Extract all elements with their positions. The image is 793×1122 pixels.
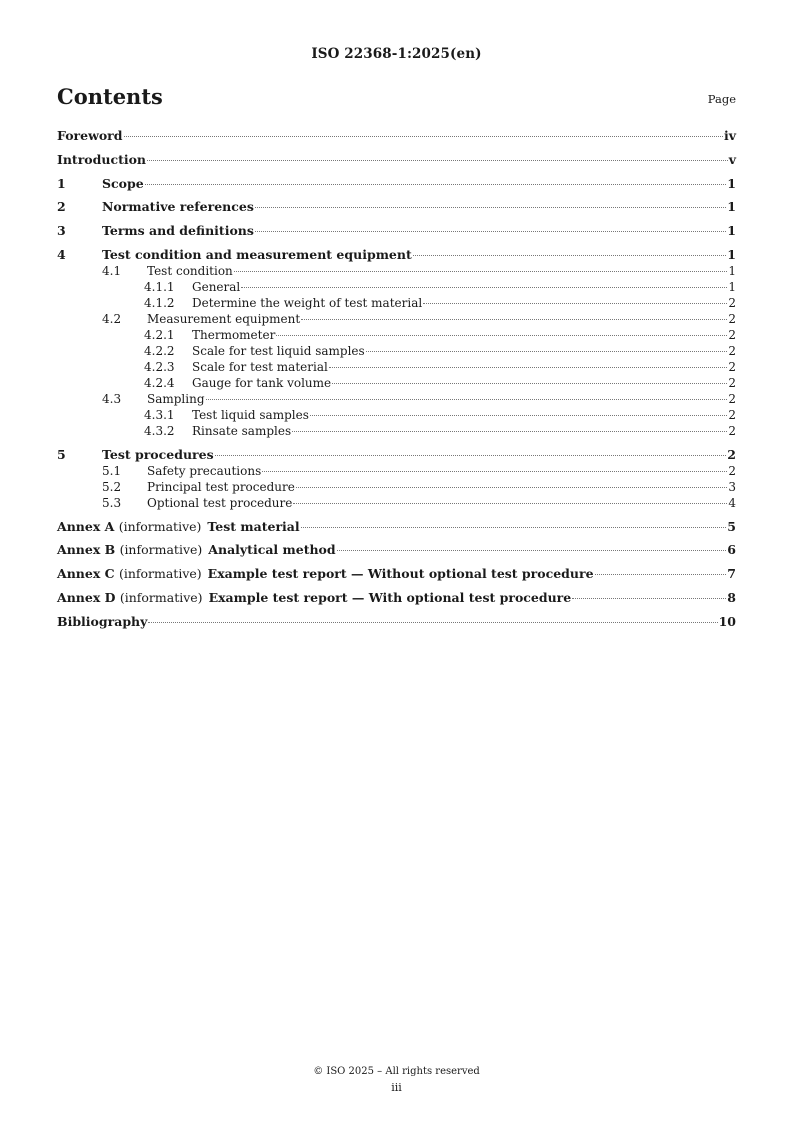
dot-leader bbox=[329, 367, 728, 368]
dot-leader bbox=[572, 598, 726, 599]
toc-entry-number: 5.3 bbox=[102, 495, 122, 510]
toc-entry-title bbox=[57, 519, 300, 535]
toc-entry-page: 8 bbox=[727, 589, 736, 605]
toc-entry-title: Introduction bbox=[57, 151, 147, 167]
toc-entry-number: 4.3 bbox=[102, 391, 122, 406]
toc-entry[interactable] bbox=[57, 128, 736, 144]
toc-entry-page: 7 bbox=[727, 566, 736, 582]
toc-entry-title: Test procedures bbox=[102, 446, 214, 462]
toc-entry-page: 4 bbox=[728, 495, 736, 510]
toc-entry-title: Test liquid samples bbox=[192, 407, 309, 422]
toc-entry-page: 2 bbox=[728, 327, 736, 342]
toc-entry[interactable] bbox=[57, 463, 736, 479]
toc-entry[interactable] bbox=[57, 479, 736, 495]
toc-entry-title: Rinsate samples bbox=[192, 423, 292, 438]
dot-leader bbox=[423, 303, 727, 304]
toc-entry-page: 6 bbox=[727, 542, 736, 558]
toc-entry-title: Safety precautions bbox=[147, 463, 262, 478]
toc-entry[interactable] bbox=[57, 423, 736, 439]
toc-entry-title: Test condition bbox=[147, 263, 233, 278]
toc-entry-number: 5.1 bbox=[102, 463, 122, 478]
dot-leader bbox=[296, 487, 728, 488]
dot-leader bbox=[241, 287, 727, 288]
toc-entry-page: 2 bbox=[728, 407, 736, 422]
toc-entry-title: Scale for test liquid samples bbox=[192, 343, 365, 358]
annex-informative-label: (informative) bbox=[119, 542, 203, 558]
toc-entry[interactable] bbox=[57, 327, 736, 343]
toc-entry-number: 4.1 bbox=[102, 263, 122, 278]
toc-entry-page: 2 bbox=[728, 343, 736, 358]
toc-entry-page: 2 bbox=[728, 375, 736, 390]
toc-entry-title bbox=[57, 566, 594, 582]
annex-title: Example test report — With optional test procedure bbox=[208, 589, 572, 605]
dot-leader bbox=[293, 503, 727, 504]
dot-leader bbox=[337, 550, 727, 551]
annex-informative-label: (informative) bbox=[118, 566, 202, 582]
toc-entry-title: Determine the weight of test material bbox=[192, 295, 423, 310]
toc-entry[interactable] bbox=[57, 495, 736, 511]
toc-entry-title: Foreword bbox=[57, 128, 123, 143]
copyright-notice: © ISO 2025 – All rights reserved bbox=[313, 1066, 480, 1077]
toc-entry-page: 1 bbox=[727, 223, 736, 239]
toc-entry-annex[interactable] bbox=[57, 566, 736, 582]
toc-entry[interactable] bbox=[57, 295, 736, 311]
dot-leader bbox=[292, 431, 727, 432]
page-title: Contents bbox=[57, 84, 163, 109]
toc-entry-page: 2 bbox=[728, 359, 736, 374]
annex-label: Annex C bbox=[57, 566, 115, 582]
toc-entry[interactable] bbox=[57, 176, 736, 192]
toc-entry-page: 2 bbox=[728, 311, 736, 326]
toc-entry[interactable] bbox=[57, 152, 736, 168]
toc-entry-title: Bibliography bbox=[57, 613, 148, 629]
toc-entry-page: 5 bbox=[727, 518, 736, 534]
dot-leader bbox=[310, 415, 728, 416]
toc-entry-title: Test condition and measurement equipment bbox=[102, 246, 412, 262]
dot-leader bbox=[124, 136, 723, 137]
annex-informative-label: (informative) bbox=[119, 589, 203, 605]
toc-entry-page: 3 bbox=[728, 479, 736, 494]
annex-title: Analytical method bbox=[208, 542, 336, 558]
dot-leader bbox=[215, 455, 727, 456]
toc-entry-number: 4.2 bbox=[102, 311, 122, 326]
toc-entry-title: General bbox=[192, 279, 241, 294]
toc-entry[interactable] bbox=[57, 199, 736, 215]
toc-entry[interactable] bbox=[57, 391, 736, 407]
toc-entry-page: 2 bbox=[728, 423, 736, 438]
toc-entry[interactable] bbox=[57, 263, 736, 279]
toc-entry[interactable] bbox=[57, 279, 736, 295]
toc-entry-title: Sampling bbox=[147, 391, 205, 406]
toc-entry-page: 1 bbox=[727, 199, 736, 215]
dot-leader bbox=[255, 207, 726, 208]
dot-leader bbox=[595, 574, 727, 575]
dot-leader bbox=[145, 184, 727, 185]
toc-entry[interactable] bbox=[57, 223, 736, 239]
toc-entry-title: Optional test procedure bbox=[147, 495, 293, 510]
toc-entry-number: 4.2.3 bbox=[144, 359, 175, 374]
toc-entry-title: Scope bbox=[102, 175, 144, 191]
annex-title: Example test report — Without optional test procedure bbox=[207, 566, 594, 582]
annex-label: Annex B bbox=[57, 542, 116, 558]
toc-entry-number: 4.1.2 bbox=[144, 295, 175, 310]
toc-entry-page: 10 bbox=[718, 613, 736, 629]
toc-entry-title: Normative references bbox=[102, 199, 254, 215]
toc-entry-title bbox=[57, 590, 571, 606]
dot-leader bbox=[255, 231, 726, 232]
toc-entry-page: 1 bbox=[727, 175, 736, 191]
annex-label: Annex D bbox=[57, 589, 116, 605]
page-number: iii bbox=[391, 1081, 402, 1094]
toc-entry-page: 2 bbox=[727, 446, 736, 462]
toc-entry-annex[interactable] bbox=[57, 590, 736, 606]
toc-entry[interactable] bbox=[57, 311, 736, 327]
dot-leader bbox=[366, 351, 728, 352]
page-column-label: Page bbox=[707, 92, 736, 106]
toc-entry-title: Terms and definitions bbox=[102, 223, 254, 239]
toc-entry-number: 4.3.2 bbox=[144, 423, 175, 438]
toc-entry[interactable] bbox=[57, 247, 736, 263]
toc-entry-page: 2 bbox=[728, 463, 736, 478]
toc-entry-number: 4.2.1 bbox=[144, 327, 175, 342]
toc-entry-number: 4.1.1 bbox=[144, 279, 175, 294]
toc-entry-page: 1 bbox=[728, 263, 736, 278]
toc-entry[interactable] bbox=[57, 359, 736, 375]
toc-entry-page: 2 bbox=[728, 391, 736, 406]
toc-entry-title: Scale for test material bbox=[192, 359, 328, 374]
toc-entry-number: 4.2.4 bbox=[144, 375, 175, 390]
toc-entry[interactable] bbox=[57, 407, 736, 423]
toc-entry-page: iv bbox=[723, 128, 736, 143]
toc-entry-number: 4 bbox=[57, 246, 66, 262]
toc-entry-number: 5 bbox=[57, 446, 66, 462]
toc-entry-page: 2 bbox=[728, 295, 736, 310]
toc-entry[interactable] bbox=[57, 343, 736, 359]
dot-leader bbox=[332, 383, 727, 384]
toc-entry[interactable] bbox=[57, 447, 736, 463]
dot-leader bbox=[413, 255, 727, 256]
dot-leader bbox=[206, 399, 728, 400]
annex-informative-label: (informative) bbox=[118, 518, 202, 534]
table-of-contents bbox=[57, 128, 736, 630]
toc-entry[interactable] bbox=[57, 614, 736, 630]
dot-leader bbox=[148, 622, 717, 623]
toc-entry-number: 5.2 bbox=[102, 479, 122, 494]
toc-entry-number: 2 bbox=[57, 199, 66, 215]
dot-leader bbox=[147, 160, 728, 161]
toc-entry-title: Thermometer bbox=[192, 327, 276, 342]
dot-leader bbox=[234, 271, 728, 272]
toc-entry-number: 4.3.1 bbox=[144, 407, 175, 422]
dot-leader bbox=[301, 527, 727, 528]
toc-entry-title: Principal test procedure bbox=[147, 479, 295, 494]
toc-entry-annex[interactable] bbox=[57, 542, 736, 558]
toc-entry[interactable] bbox=[57, 375, 736, 391]
toc-entry-title bbox=[57, 542, 336, 558]
dot-leader bbox=[276, 335, 727, 336]
dot-leader bbox=[262, 471, 727, 472]
toc-entry-number: 1 bbox=[57, 175, 66, 191]
toc-entry-number: 4.2.2 bbox=[144, 343, 175, 358]
toc-entry-annex[interactable] bbox=[57, 519, 736, 535]
toc-entry-number: 3 bbox=[57, 223, 66, 239]
toc-entry-title: Measurement equipment bbox=[147, 311, 301, 326]
toc-entry-title: Gauge for tank volume bbox=[192, 375, 332, 390]
dot-leader bbox=[301, 319, 727, 320]
annex-title: Test material bbox=[207, 518, 300, 534]
toc-entry-page: 1 bbox=[728, 279, 736, 294]
toc-entry-page: v bbox=[728, 151, 736, 167]
document-id-header: ISO 22368-1:2025(en) bbox=[311, 46, 482, 62]
annex-label: Annex A bbox=[57, 518, 115, 534]
toc-entry-page: 1 bbox=[727, 246, 736, 262]
